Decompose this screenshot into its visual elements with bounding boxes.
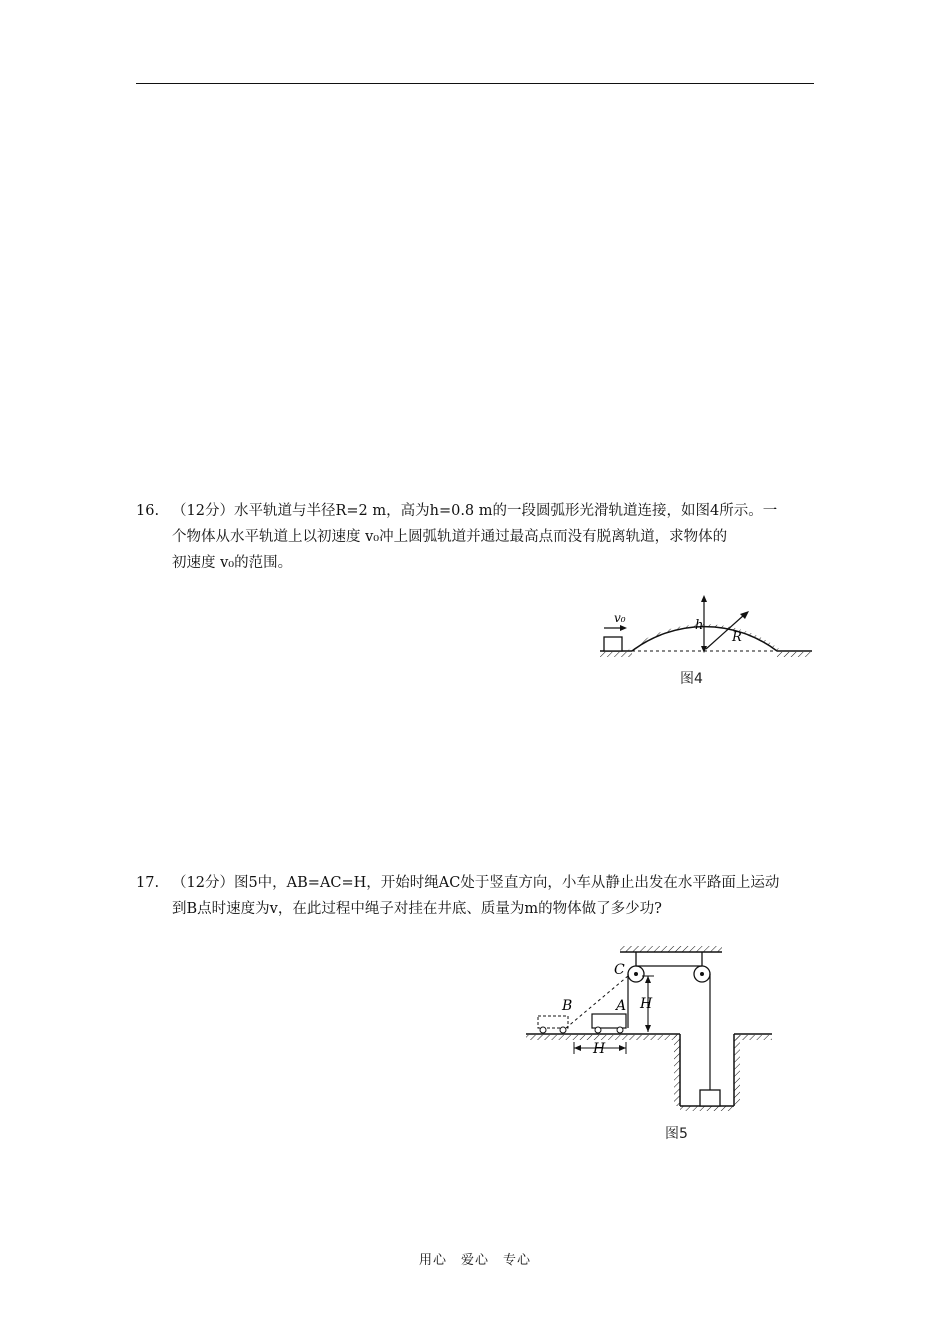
figure-4-caption: 图4 xyxy=(680,671,703,687)
H-vertical-label: H xyxy=(640,996,653,1012)
problem-16-line1: 16. （12分）水平轨道与半径R=2 m，高为h=0.8 m的一段圆弧形光滑轨道连接，如图4所示。一 xyxy=(136,498,814,524)
R-label: R xyxy=(732,630,742,645)
problem-16 xyxy=(136,498,814,576)
problem-17 xyxy=(136,870,814,922)
C-label: C xyxy=(614,962,625,978)
figure-5 xyxy=(522,942,778,1112)
B-label: B xyxy=(562,998,573,1014)
A-label: A xyxy=(616,998,627,1014)
page-footer: 用心 爱心 专心 xyxy=(418,1253,531,1268)
h-label: h xyxy=(695,618,704,633)
problem-16-line2: 个物体从水平轨道上以初速度 v₀冲上圆弧轨道并通过最高点而没有脱离轨道，求物体的 xyxy=(172,529,728,545)
figure-5-caption: 图5 xyxy=(665,1126,688,1142)
H-horizontal-label: H xyxy=(593,1041,606,1057)
problem-17-number: 17. xyxy=(136,875,160,891)
problem-17-line1: 17. （12分）图5中，AB=AC=H，开始时绳AC处于竖直方向，小车从静止出发在水平路面上运动 xyxy=(136,870,814,896)
problem-17-line2: 到B点时速度为v，在此过程中绳子对挂在井底、质量为m的物体做了多少功? xyxy=(172,901,662,917)
header-rule xyxy=(136,83,814,84)
v0-label: v₀ xyxy=(614,611,626,625)
problem-16-line3: 初速度 v₀的范围。 xyxy=(172,555,293,571)
problem-16-number: 16. xyxy=(136,503,160,519)
figure-4 xyxy=(594,585,816,665)
